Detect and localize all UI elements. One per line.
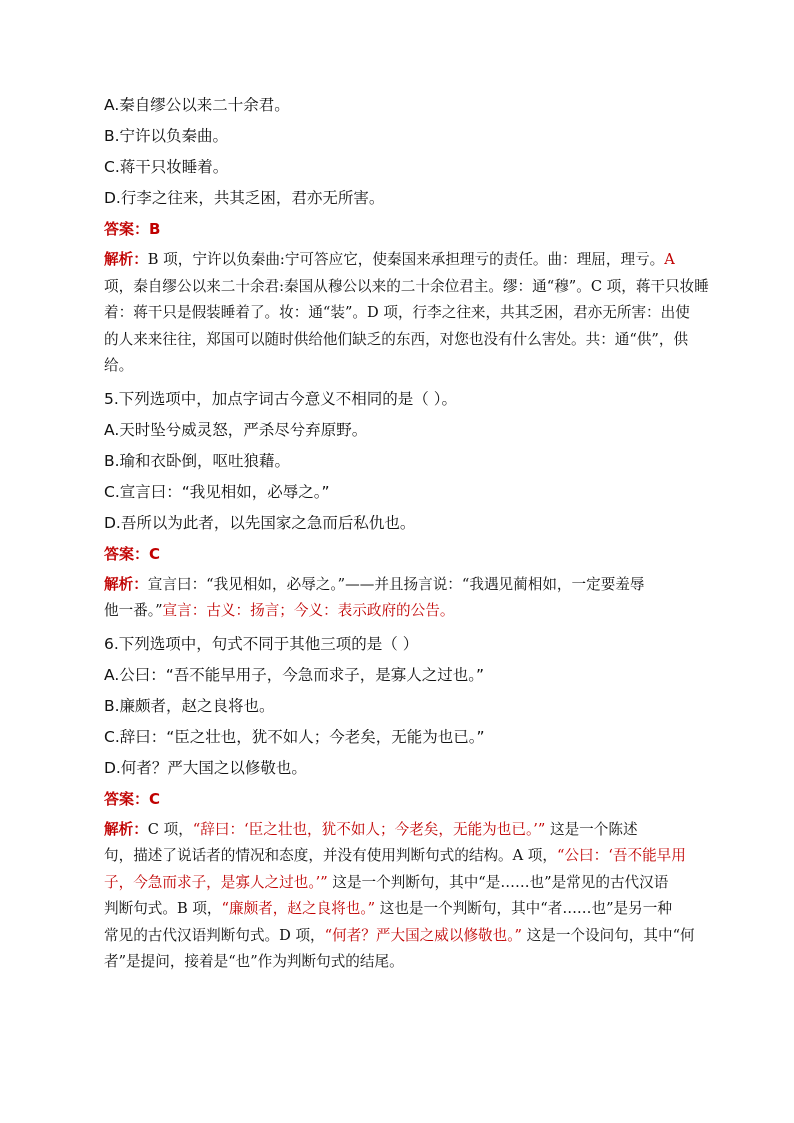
- analysis-line: [104, 817, 724, 844]
- analysis-text: 句，描述了说话者的情况和态度，并没有使用判断句式的结构。A 项，: [104, 847, 557, 864]
- analysis-label: 解析：: [104, 251, 148, 268]
- highlighted-text: 宣言：古义：扬言；今义：表示政府的公告。: [162, 602, 455, 619]
- analysis-text: B 项，宁许以负秦曲:宁可答应它，使秦国来承担理亏的责任。曲：理屈，理亏。: [147, 251, 665, 268]
- answer-value: C: [149, 789, 161, 808]
- option-d: D.何者？严大国之以修敬也。: [104, 758, 307, 777]
- option-d: D.行李之往来，共其乏困，君亦无所害。: [104, 189, 385, 207]
- analysis-text: 这是一个设问句，其中“何: [522, 926, 695, 944]
- analysis-text: 者”是提问，接着是“也”作为判断句式的结尾。: [104, 953, 404, 970]
- option-a: A.天时坠兮威灵怒，严杀尽兮弃原野。: [104, 420, 368, 439]
- highlighted-text: “何者？严大国之威以修敬也。”: [324, 926, 522, 944]
- page-content: [104, 90, 724, 980]
- analysis-line: [104, 274, 724, 301]
- highlighted-text: A: [664, 251, 675, 268]
- option-b: B.宁许以负秦曲。: [104, 127, 229, 145]
- answer-value: B: [149, 220, 161, 238]
- analysis-line: [104, 300, 724, 327]
- analysis-text: 给。: [104, 357, 134, 374]
- analysis-line: [104, 353, 724, 380]
- analysis-label: 解析：: [104, 820, 148, 838]
- highlighted-text: “廉颇者，赵之良将也。”: [221, 900, 376, 917]
- question-5-options: [104, 415, 724, 539]
- analysis-line: [104, 949, 724, 976]
- analysis-text: 这是一个判断句，其中“是……也”是常见的古代汉语: [327, 873, 669, 891]
- answer-line: [104, 539, 724, 570]
- answer-value: C: [149, 544, 161, 563]
- option-b: B.廉颇者，赵之良将也。: [104, 696, 275, 715]
- analysis-paragraph: [104, 247, 724, 380]
- option-a: A.秦自缪公以来二十余君。: [104, 96, 290, 114]
- option-a: A.公曰：“吾不能早用子，今急而求子，是寡人之过也。”: [104, 665, 485, 684]
- analysis-line: [104, 247, 724, 274]
- question-6-stem: 6.下列选项中，句式不同于其他三项的是（ ）: [104, 634, 419, 653]
- analysis-paragraph: [104, 817, 724, 976]
- analysis-text: 项，秦自缪公以来二十余君:秦国从穆公以来的二十余位君主。缪：通“穆”。C 项，蒋干只妆睡: [104, 277, 709, 295]
- highlighted-text: “公曰：‘吾不能早用: [557, 847, 686, 864]
- analysis-text: 这是一个陈述: [545, 820, 638, 838]
- analysis-text: 宣言曰：“我见相如，必辱之。”——并且扬言说：“我遇见蔺相如，一定要羞辱: [147, 575, 645, 593]
- analysis-line: [104, 327, 724, 354]
- answer-label: 答案：: [104, 789, 150, 808]
- answer-line: [104, 784, 724, 815]
- analysis-text: 判断句式。B 项，: [104, 900, 222, 917]
- analysis-line: [104, 598, 724, 625]
- analysis-paragraph: [104, 572, 724, 625]
- analysis-line: [104, 870, 724, 897]
- analysis-line: [104, 896, 724, 923]
- analysis-text: 这也是一个判断句，其中“者……也”是另一种: [375, 900, 672, 917]
- highlighted-text: “辞曰：‘臣之壮也，犹不如人；今老矣，无能为也已。’”: [192, 820, 546, 838]
- option-c: C.辞曰：“臣之壮也，犹不如人；今老矣，无能为也已。”: [104, 727, 485, 746]
- option-c: C.宣言曰：“我见相如，必辱之。”: [104, 482, 330, 501]
- question-5-stem: 5.下列选项中，加点字词古今意义不相同的是（ ）。: [104, 389, 457, 408]
- analysis-text: 的人来来往往，郑国可以随时供给他们缺乏的东西，对您也没有什么害处。共：通“供”，供: [104, 330, 689, 348]
- option-c: C.蒋干只妆睡着。: [104, 158, 229, 176]
- analysis-label: 解析：: [104, 575, 148, 593]
- option-d: D.吾所以为此者，以先国家之急而后私仇也。: [104, 513, 416, 532]
- analysis-line: [104, 923, 724, 950]
- analysis-line: [104, 843, 724, 870]
- analysis-text: 常见的古代汉语判断句式。D 项，: [104, 926, 325, 944]
- analysis-text: 着：蒋干只是假装睡着了。妆：通“装”。D 项，行李之往来，共其乏困，君亦无所害：出使: [104, 304, 690, 321]
- analysis-line: [104, 572, 724, 599]
- question-4-options: [104, 90, 724, 214]
- question-6-options: [104, 660, 724, 784]
- answer-label: 答案：: [104, 220, 150, 238]
- analysis-text: C 项，: [147, 820, 193, 838]
- analysis-text: 他一番。”: [104, 602, 163, 619]
- highlighted-text: 子，今急而求子，是寡人之过也。’”: [104, 873, 328, 891]
- answer-line: [104, 214, 724, 245]
- option-b: B.瑜和衣卧倒，呕吐狼藉。: [104, 451, 291, 470]
- answer-label: 答案：: [104, 544, 150, 563]
